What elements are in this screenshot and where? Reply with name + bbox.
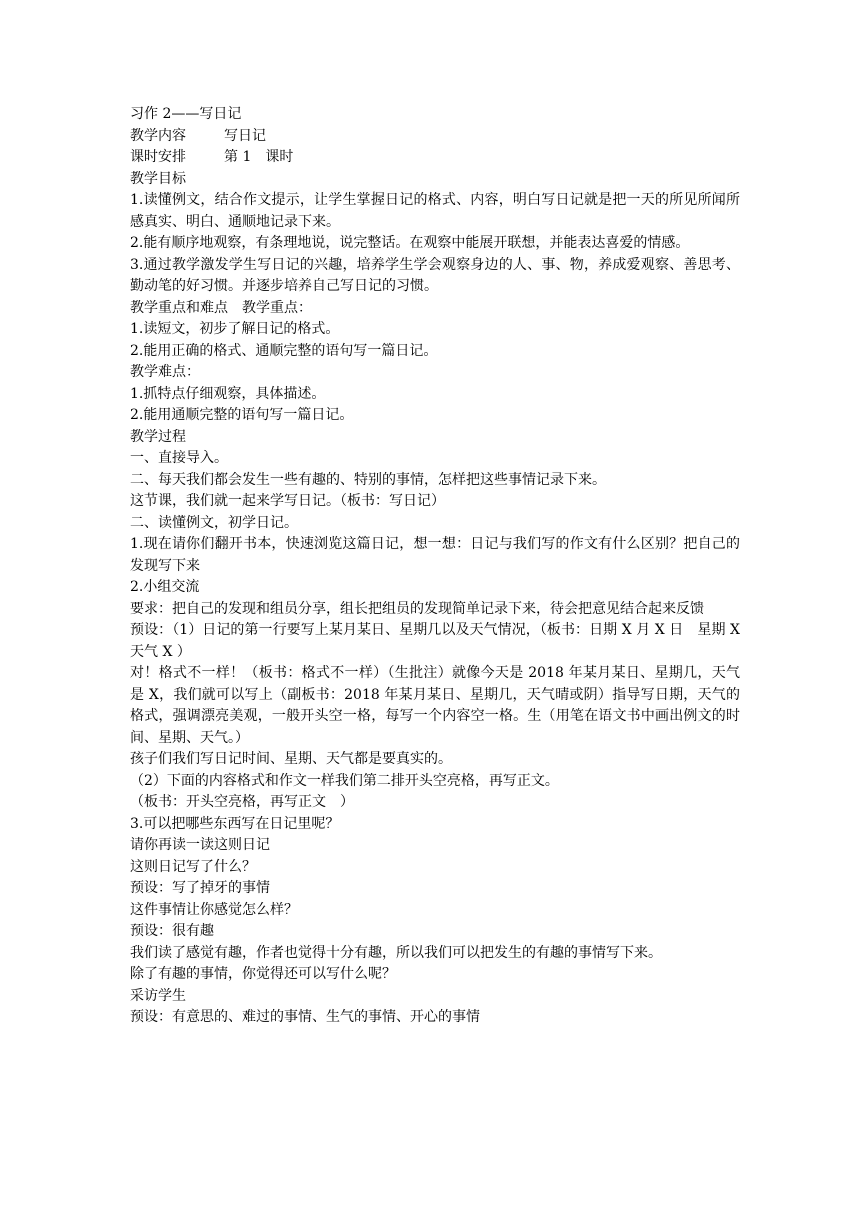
process-line: 请你再读一读这则日记 (130, 837, 270, 853)
content-row (130, 126, 740, 148)
difficulty-item: 2.能用通顺完整的语句写一篇日记。 (130, 407, 354, 423)
doc-title: 习作 2——写日记 (130, 106, 242, 122)
key-point-item: 2.能用正确的格式、通顺完整的语句写一篇日记。 (130, 342, 438, 359)
key-heading: 教学重点和难点 教学重点： (130, 299, 312, 316)
process-line: 1.现在请你们翻开书本，快速浏览这篇日记，想一想：日记与我们写的作文有什么区别？把自己的发现写下来 (130, 536, 740, 574)
process-line: 预设：很有趣 (130, 923, 214, 939)
difficulty-item: 1.抓特点仔细观察，具体描述。 (130, 385, 326, 402)
difficulty-heading: 教学难点： (130, 364, 200, 380)
process-line: 孩子们我们写日记时间、星期、天气都是要真实的。 (130, 751, 452, 767)
process-line: 我们读了感觉有趣，作者也觉得十分有趣，所以我们可以把发生的有趣的事情写下来。 (130, 944, 662, 961)
document-page (130, 104, 754, 1029)
schedule-value: 第 1 课时 (224, 149, 294, 165)
process-line: 预设：（1）日记的第一行要写上某月某日、星期几以及天气情况，（板书：日期 X 月 X 日 星期 X 天气 X ） (130, 622, 754, 660)
process-heading: 教学过程 (130, 428, 186, 445)
process-line: 二、读懂例文，初学日记。 (130, 514, 298, 531)
goals-heading: 教学目标 (130, 170, 186, 187)
process-line: 二、每天我们都会发生一些有趣的、特别的事情，怎样把这些事情记录下来。 (130, 471, 606, 488)
key-point-item: 1.读短文，初步了解日记的格式。 (130, 321, 340, 337)
process-line: 预设：有意思的、难过的事情、生气的事情、开心的事情 (130, 1009, 480, 1025)
schedule-row (130, 147, 740, 169)
process-line: 3.可以把哪些东西写在日记里呢？ (130, 815, 340, 832)
process-line: 采访学生 (130, 987, 186, 1004)
process-line: 2.小组交流 (130, 579, 200, 595)
goal-item: 3.通过教学激发学生写日记的兴趣，培养学生学会观察身边的人、事、物，养成爱观察、善思考、勤动笔的好习惯。并逐步培养自己写日记的习惯。 (130, 256, 740, 294)
process-line: 对！格式不一样！（板书：格式不一样）（生批注）就像今天是 2018 年某月某日、星期几，天气是 X，我们就可以写上（副板书：2018 年某月某日、星期几，天气晴或阴）指导写日期，天气的格式，强调漂亮美观，一般开头空一格，每写一个内容空一格。生（用笔在语文书中画出例文的时间、星期、天气。） (130, 665, 740, 746)
content-label: 教学内容 (130, 127, 186, 144)
process-line: 预设：写了掉牙的事情 (130, 880, 270, 896)
process-line: （2）下面的内容格式和作文一样我们第二排开头空亮格，再写正文。 (130, 772, 559, 789)
goal-item: 2.能有顺序地观察，有条理地说，说完整话。在观察中能展开联想，并能表达喜爱的情感。 (130, 235, 690, 251)
content-value: 写日记 (224, 127, 266, 144)
process-line: 除了有趣的事情，你觉得还可以写什么呢？ (130, 966, 396, 982)
schedule-label: 课时安排 (130, 149, 186, 165)
process-line: 一、直接导入。 (130, 450, 228, 466)
process-line: （板书：开头空亮格，再写正文 ） (130, 794, 354, 810)
process-line: 这节课，我们就一起来学写日记。（板书：写日记） (130, 493, 445, 509)
process-line: 这件事情让你感觉怎么样？ (130, 901, 298, 918)
goal-item: 1.读懂例文，结合作文提示，让学生掌握日记的格式、内容，明白写日记就是把一天的所见所闻所感真实、明白、通顺地记录下来。 (130, 192, 740, 230)
process-line: 要求：把自己的发现和组员分享，组长把组员的发现简单记录下来，待会把意见结合起来反馈 (130, 600, 704, 617)
process-line: 这则日记写了什么？ (130, 858, 256, 875)
